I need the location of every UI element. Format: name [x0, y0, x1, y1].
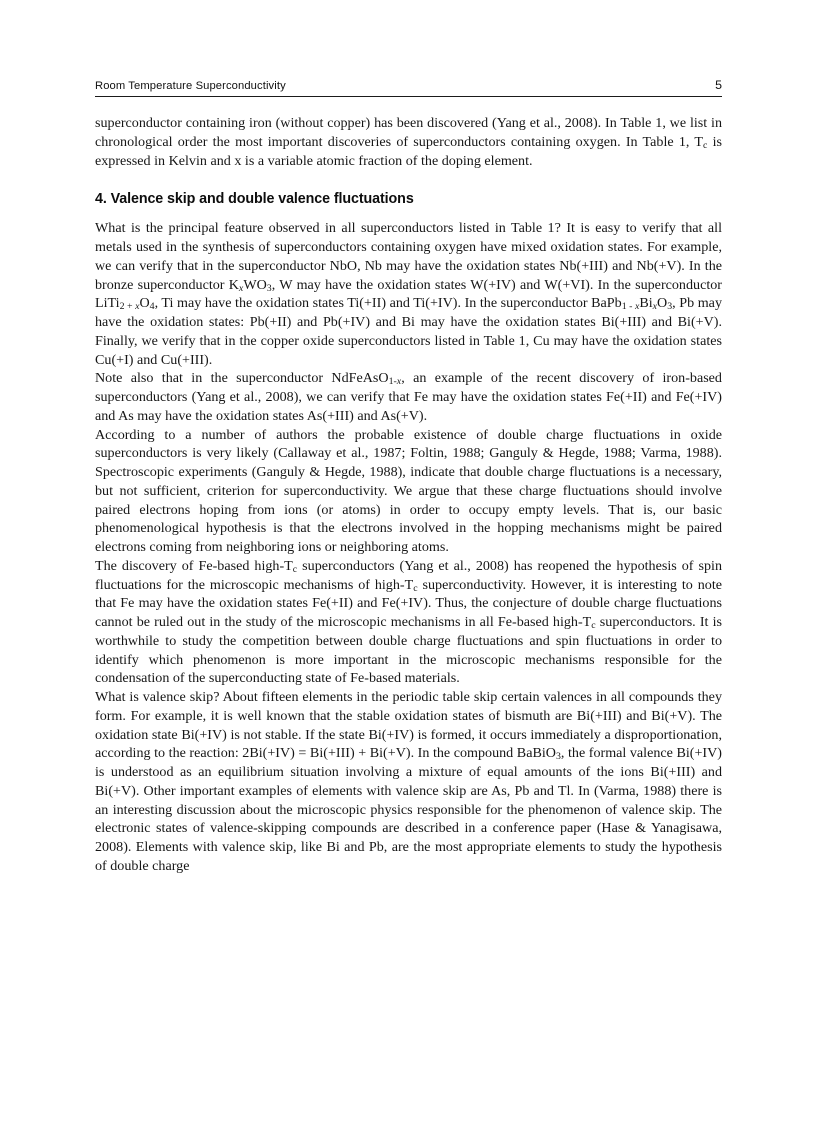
subscript-1-minus: 1 -: [621, 301, 635, 313]
subscript-x: x: [238, 282, 244, 294]
body-text: [95, 114, 722, 876]
paragraph-text: What is valence skip? About fifteen elements in the periodic table skip certain valences in all compounds they form. For example, it is well known that the stable oxidation states of bismuth are Bi(+III) and Bi(+V). The oxidation state Bi(+IV) is not stable. If the state Bi(+IV) is formed, it occurs immediately a disproportionation, according to the reaction: 2Bi(+IV) = Bi(+III) + Bi(+V). In the compound BaBiO: [95, 689, 722, 762]
subscript-3: 3: [667, 301, 673, 313]
subscript-x: x: [634, 301, 640, 313]
paragraph-text: , the formal valence Bi(+IV) is understood as an equilibrium situation involving a mixture of equal amounts of the ions Bi(+III) and Bi(+V). Other important examples of elements with valence skip are As, Pb and Tl. In (Varma, 1988) there is an interesting discussion about the microscopic physics responsible for the phenomenon of valence skip. The electronic states of valence-skipping compounds are described in a conference paper (Hase & Yanagisawa, 2008). Elements with valence skip, like Bi and Pb, are the most appropriate elements to study the hypothesis of double charge: [95, 745, 722, 874]
subscript-1-minus: 1-: [388, 376, 397, 388]
paragraph-charge-fluctuations: According to a number of authors the probable existence of double charge fluctuations in oxide superconductors is very likely (Callaway et al., 1987; Foltin, 1988; Ganguly & Hegde, 1988; Varma, 1988). Spectroscopic experiments (Ganguly & Hegde, 1988), indicate that double charge fluctuations is a necessary, but not sufficient, criterion for superconductivity. We argue that these charge fluctuations should involve paired electrons hoping from ions (or atoms) in order to occupy empty levels. That is, our basic phenomenological hypothesis is that the electrons involved in the hopping mechanisms might be paired electrons coming from neighboring ions or neighboring atoms.: [95, 426, 722, 555]
paragraph-text: , Pb may have the oxidation states: Pb(+II) and Pb(+IV) and Bi may have the oxidation states Bi(+III) and Bi(+V). Finally, we verify that in the copper oxide superconductors listed in Table 1, Cu may have the oxidation states Cu(+I) and Cu(+III).: [95, 295, 722, 368]
paragraph-text: Note also that in the superconductor NdFeAsO: [95, 370, 389, 387]
subscript-3: 3: [555, 751, 561, 763]
paragraph-iron-based: [95, 369, 722, 425]
paragraph-text: The discovery of Fe-based high-T: [95, 557, 293, 574]
page-content-column: [95, 78, 722, 876]
subscript-c: c: [413, 582, 418, 594]
paragraph-text: superconductors (Yang et al., 2008) has reopened the hypothesis of spin fluctuations for the microscopic mechanisms of high-T: [95, 557, 722, 593]
section-heading-4: 4. Valence skip and double valence fluctuations: [95, 191, 414, 208]
paragraph-oxidation-states: [95, 219, 722, 369]
page-number: 5: [715, 78, 722, 92]
paragraph-text: , W may have the oxidation states W(+IV) and W(+VI). In the superconductor LiTi: [95, 276, 722, 312]
running-head: [95, 78, 722, 97]
paragraph-text: superconductors. It is worthwhile to study the competition between double charge fluctuations and spin fluctuations in order to identify which phenomenon is more important in the microscopic mechanisms responsible for the condensation of the superconducting state of Fe-based materials.: [95, 614, 722, 687]
paragraph-text: superconductor containing iron (without copper) has been discovered (Yang et al., 2008). In Table 1, we list in chronological order the most important discoveries of superconductors containing oxygen. In Table 1, T: [95, 115, 722, 150]
paragraph-continuation: [95, 114, 722, 170]
subscript-3: 3: [266, 282, 272, 294]
paragraph-text: What is the principal feature observed in all superconductors listed in Table 1? It is easy to verify that all metals used in the synthesis of superconductors containing oxygen have mixed oxidation states. For example, we can verify that in the superconductor NbO, Nb may have the oxidation states Nb(+III) and Nb(+V). In the bronze superconductor K: [95, 220, 722, 293]
subscript-x: x: [135, 301, 140, 313]
paragraph-valence-skip: [95, 688, 722, 876]
paragraph-text: superconductivity. However, it is interesting to note that Fe may have the oxidation states Fe(+II) and Fe(+IV). Thus, the conjecture of double charge fluctuations cannot be ruled out in the study of the microscopic mechanisms in all Fe-based high-T: [95, 576, 722, 630]
subscript-x: x: [652, 301, 658, 313]
paragraph-fe-based-high-tc: [95, 557, 722, 688]
subscript-c: c: [292, 563, 298, 575]
paragraph-text: O: [139, 295, 150, 312]
paragraph-text: Bi: [639, 295, 653, 312]
paragraph-text: WO: [243, 276, 267, 293]
subscript-c: c: [702, 139, 708, 151]
paragraph-text: O: [657, 295, 668, 312]
running-head-title: Room Temperature Superconductivity: [95, 80, 286, 92]
subscript-2-plus: 2 +: [119, 301, 136, 313]
subscript-c: c: [591, 620, 596, 632]
paragraph-text: is expressed in Kelvin and x is a variable atomic fraction of the doping element.: [95, 133, 722, 169]
paragraph-text: , an example of the recent discovery of iron-based superconductors (Yang et al., 2008), we can verify that Fe may have the oxidation states Fe(+II) and Fe(+IV) and As may have the oxidation states As(+III) and As(+V).: [95, 370, 722, 424]
subscript-x: x: [396, 376, 402, 388]
subscript-4: 4: [149, 301, 155, 313]
paragraph-text: , Ti may have the oxidation states Ti(+II) and Ti(+IV). In the superconductor BaPb: [154, 295, 622, 312]
